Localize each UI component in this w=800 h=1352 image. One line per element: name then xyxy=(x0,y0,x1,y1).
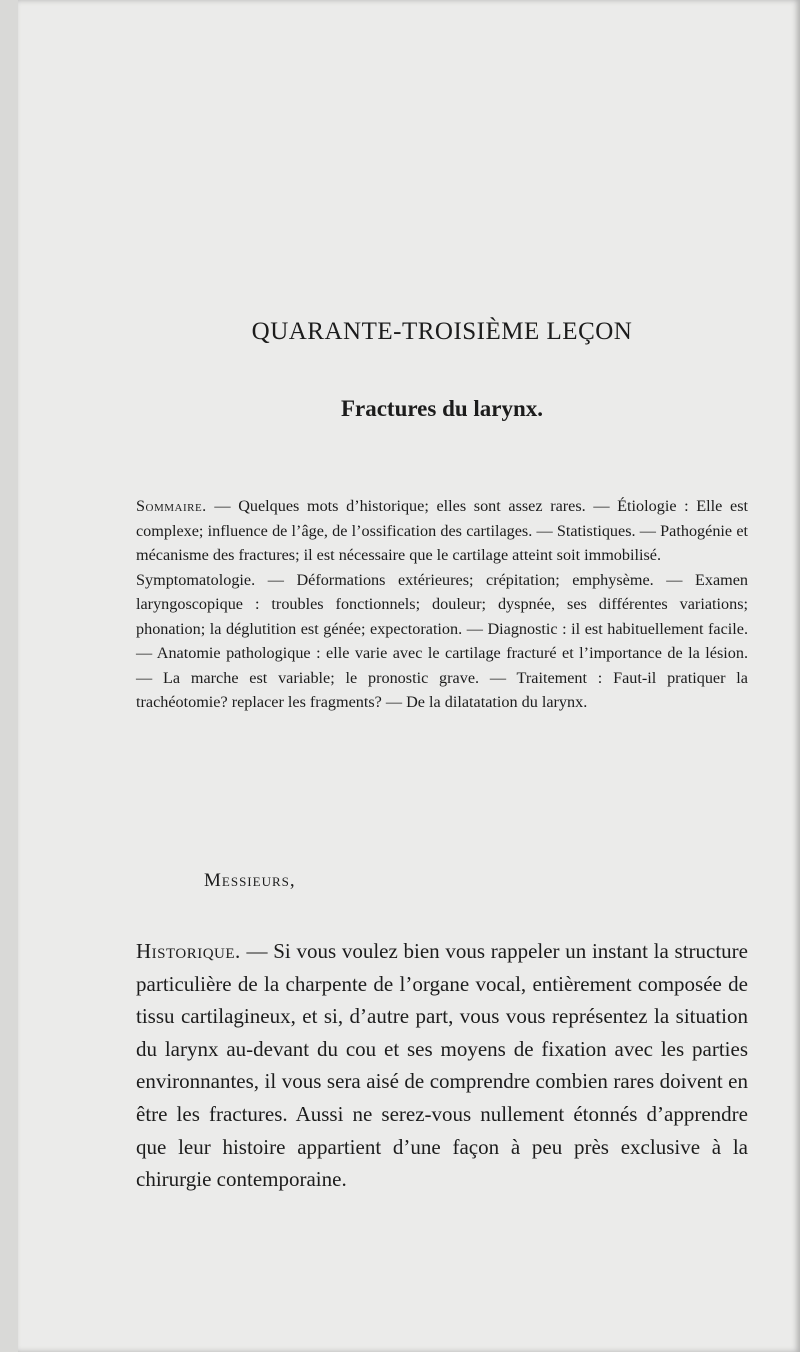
salutation: Messieurs, xyxy=(204,870,296,891)
body-text-content: — Si vous voulez bien vous rappeler un instant la structure particulière de la charpente de l’organe vocal, entièrement composée de tissu cartilagineux, et si, d’autre part, vous vous représentez la situation du larynx au-devant du cou et ses moyens de fixation avec les parties environnantes, il vous sera aisé de comprendre combien rares doivent en être les fractures. Aussi ne serez-vous nullement étonnés d’apprendre que leur histoire appartient d’une façon à peu près exclusive à la chirurgie contemporaine. xyxy=(136,939,748,1192)
body-text xyxy=(136,935,748,1196)
summary-text-2: Symptomatologie. — Déformations extérieures; crépitation; emphysème. — Examen laryngoscopique : troubles fonctionnels; douleur; dyspnée, ses différentes variations; phonation; la déglutition est génée; expectoration. — Diagnostic : il est habituellement facile. — Anatomie pathologique : elle varie avec le cartilage fracturé et l’importance de la lésion. — La marche est variable; le pronostic grave. — Traitement : Faut-il pratiquer la trachéotomie? replacer les fragments? — De la dilatatation du larynx. xyxy=(136,570,748,711)
page xyxy=(18,0,800,1352)
lesson-heading: QUARANTE-TROISIÈME LEÇON xyxy=(251,318,633,345)
section-label: Historique. xyxy=(136,939,241,963)
summary-label: Sommaire. xyxy=(136,497,207,515)
summary-text-1: — Quelques mots d’historique; elles sont assez rares. — Étiologie : Elle est complexe; influence de l’âge, de l’ossification des cartilages. — Statistiques. — Pathogénie et mécanisme des fractures; il est nécessaire que le cartilage atteint soit immobilisé. xyxy=(136,497,748,564)
summary-block xyxy=(136,494,748,715)
lesson-subheading: Fractures du larynx. xyxy=(340,396,544,421)
summary-paragraph-2 xyxy=(136,568,748,715)
body-paragraph xyxy=(136,935,748,1196)
summary-paragraph-1 xyxy=(136,494,748,568)
